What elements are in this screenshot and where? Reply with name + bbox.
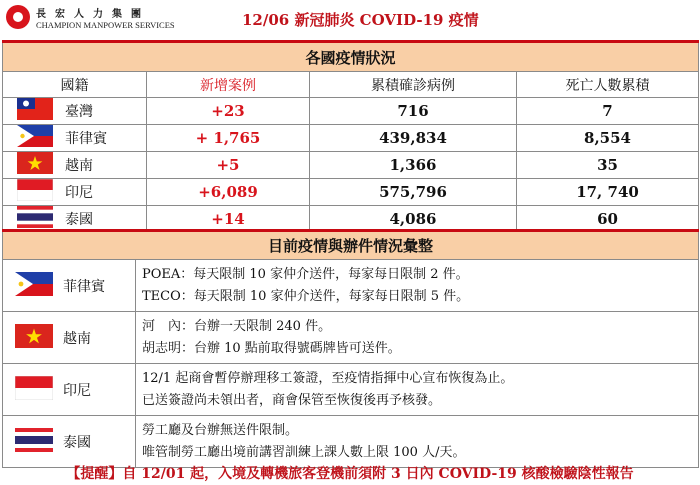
status-line: 唯管制勞工廳出境前講習訓練上課人數上限 100 人/天。	[142, 444, 466, 460]
philippines-flag-icon	[15, 272, 53, 300]
indonesia-flag-icon	[17, 179, 53, 205]
total-cases-value: 4,086	[310, 206, 517, 233]
table-row	[3, 260, 699, 312]
page-title: 12/06 新冠肺炎 COVID-19 疫情	[242, 11, 479, 29]
status-line: 已送簽證尚未領出者，商會保管至恢復後再予核發。	[142, 392, 442, 408]
table-row	[3, 98, 699, 125]
taiwan-flag-icon	[17, 98, 53, 124]
country-name: 菲律賓	[63, 278, 105, 295]
total-cases-value: 575,796	[310, 179, 517, 206]
new-cases-value: +5	[147, 152, 310, 179]
country-name: 越南	[63, 330, 91, 347]
new-cases-value: + 1,765	[147, 125, 310, 152]
reminder-notice: 【提醒】自 12/01 起，入境及轉機旅客登機前須附 3 日內 COVID-19 核酸檢驗陰性報告	[66, 466, 634, 482]
column-header-deaths: 死亡人數累積	[517, 72, 699, 98]
total-cases-value: 716	[310, 98, 517, 125]
deaths-value: 8,554	[517, 125, 699, 152]
column-header-total-cases: 累積確診病例	[310, 72, 517, 98]
status-section-title: 目前疫情與辦件情況彙整	[3, 231, 699, 260]
thailand-flag-icon	[15, 428, 53, 456]
country-stats-table	[2, 40, 699, 233]
company-name-cn: 長宏人力集團	[36, 9, 150, 20]
table-row	[3, 179, 699, 206]
table-row	[3, 152, 699, 179]
stats-section-title: 各國疫情狀況	[3, 42, 699, 72]
table-row	[3, 364, 699, 416]
status-line: 河 內：台辦一天限制 240 件。	[142, 318, 332, 334]
header	[0, 0, 700, 38]
company-name-en: CHAMPION MANPOWER SERVICES	[36, 20, 175, 30]
company-logo	[6, 5, 30, 29]
table-row	[3, 312, 699, 364]
status-line: POEA：每天限制 10 家仲介送件，每家每日限制 2 件。	[142, 266, 469, 282]
vietnam-flag-icon	[15, 324, 53, 352]
new-cases-value: +6,089	[147, 179, 310, 206]
table-row	[3, 125, 699, 152]
new-cases-value: +23	[147, 98, 310, 125]
status-summary-table	[2, 229, 699, 468]
column-header-new-cases: 新增案例	[147, 72, 310, 98]
deaths-value: 60	[517, 206, 699, 233]
deaths-value: 7	[517, 98, 699, 125]
status-line: 勞工廳及台辦無送件限制。	[142, 422, 299, 438]
status-line: 胡志明：台辦 10 點前取得號碼牌皆可送件。	[142, 340, 401, 356]
country-name: 菲律賓	[65, 131, 107, 147]
column-header-country: 國籍	[3, 72, 147, 98]
philippines-flag-icon	[17, 125, 53, 151]
country-name: 臺灣	[65, 104, 93, 120]
deaths-value: 35	[517, 152, 699, 179]
total-cases-value: 1,366	[310, 152, 517, 179]
indonesia-flag-icon	[15, 376, 53, 404]
country-name: 泰國	[63, 434, 91, 451]
total-cases-value: 439,834	[310, 125, 517, 152]
table-row	[3, 416, 699, 468]
status-line: TECO：每天限制 10 家仲介送件，每家每日限制 5 件。	[142, 288, 470, 304]
status-line: 12/1 起商會暫停辦理移工簽證，至疫情指揮中心宣布恢復為止。	[142, 370, 514, 386]
vietnam-flag-icon	[17, 152, 53, 178]
new-cases-value: +14	[147, 206, 310, 233]
deaths-value: 17, 740	[517, 179, 699, 206]
country-name: 泰國	[65, 212, 93, 228]
country-name: 印尼	[65, 185, 93, 201]
country-name: 印尼	[63, 382, 91, 399]
country-name: 越南	[65, 158, 93, 174]
